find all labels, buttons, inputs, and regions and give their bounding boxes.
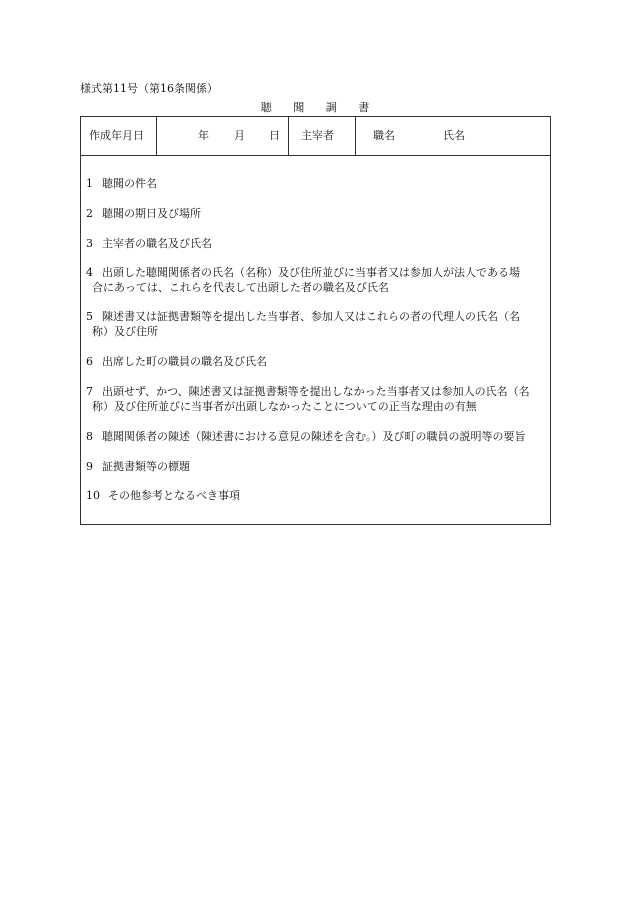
divider [156, 117, 157, 155]
item-number: 4 [86, 266, 93, 279]
year-label: 年 [198, 129, 209, 142]
item-text-continued: 合にあっては、これらを代表して出頭した者の職名及び氏名 [92, 281, 389, 294]
item-text: 出席した町の職員の職名及び氏名 [102, 355, 267, 368]
day-label: 日 [269, 129, 280, 142]
list-item [86, 488, 546, 503]
item-text: 陳述書又は証拠書類等を提出した当事者、参加人又はこれらの者の代理人の氏名（名 [102, 310, 520, 323]
item-text: その他参考となるべき事項 [108, 489, 240, 502]
list-item [86, 206, 546, 221]
item-text: 出頭した聴聞関係者の氏名（名称）及び住所並びに当事者又は参加人が法人である場 [102, 266, 520, 279]
list-item [86, 384, 546, 414]
item-number: 9 [86, 460, 93, 473]
list-item [86, 429, 546, 444]
list-item [86, 176, 546, 191]
divider [355, 117, 356, 155]
list-item [86, 459, 546, 474]
header-row [81, 117, 550, 156]
divider [288, 117, 289, 155]
position-label: 職名 [373, 129, 395, 142]
title-char: 聴 [260, 101, 272, 114]
title-char: 書 [358, 101, 370, 114]
item-text: 主宰者の職名及び氏名 [102, 237, 212, 250]
form-number: 様式第11号（第16条関係） [80, 82, 218, 95]
item-text: 聴聞の期日及び場所 [102, 207, 201, 220]
title-char: 調 [325, 101, 337, 114]
item-number: 8 [86, 430, 93, 443]
month-label: 月 [234, 129, 245, 142]
item-text-continued: 称）及び住所 [92, 325, 158, 338]
item-text: 聴聞の件名 [102, 177, 157, 190]
creation-date-label: 作成年月日 [89, 129, 144, 142]
document-title [0, 99, 630, 115]
item-number: 5 [86, 310, 93, 323]
item-text: 聴聞関係者の陳述（陳述書における意見の陳述を含む。）及び町の職員の説明等の要旨 [102, 430, 526, 443]
list-item [86, 354, 546, 369]
title-char: 聞 [293, 101, 305, 114]
item-number: 10 [86, 489, 100, 502]
list-item [86, 265, 546, 295]
list-item [86, 309, 546, 339]
item-text: 出頭せず、かつ、陳述書又は証拠書類等を提出しなかった当事者又は参加人の氏名（名 [102, 385, 530, 398]
name-label: 氏名 [443, 129, 465, 142]
item-number: 3 [86, 237, 93, 250]
item-number: 2 [86, 207, 93, 220]
item-number: 7 [86, 385, 93, 398]
presider-label: 主宰者 [301, 129, 334, 142]
item-number: 6 [86, 355, 93, 368]
item-number: 1 [86, 177, 93, 190]
item-text: 証拠書類等の標題 [102, 460, 190, 473]
item-text-continued: 称）及び住所並びに当事者が出頭しなかったことについての正当な理由の有無 [92, 400, 477, 413]
list-item [86, 236, 546, 251]
